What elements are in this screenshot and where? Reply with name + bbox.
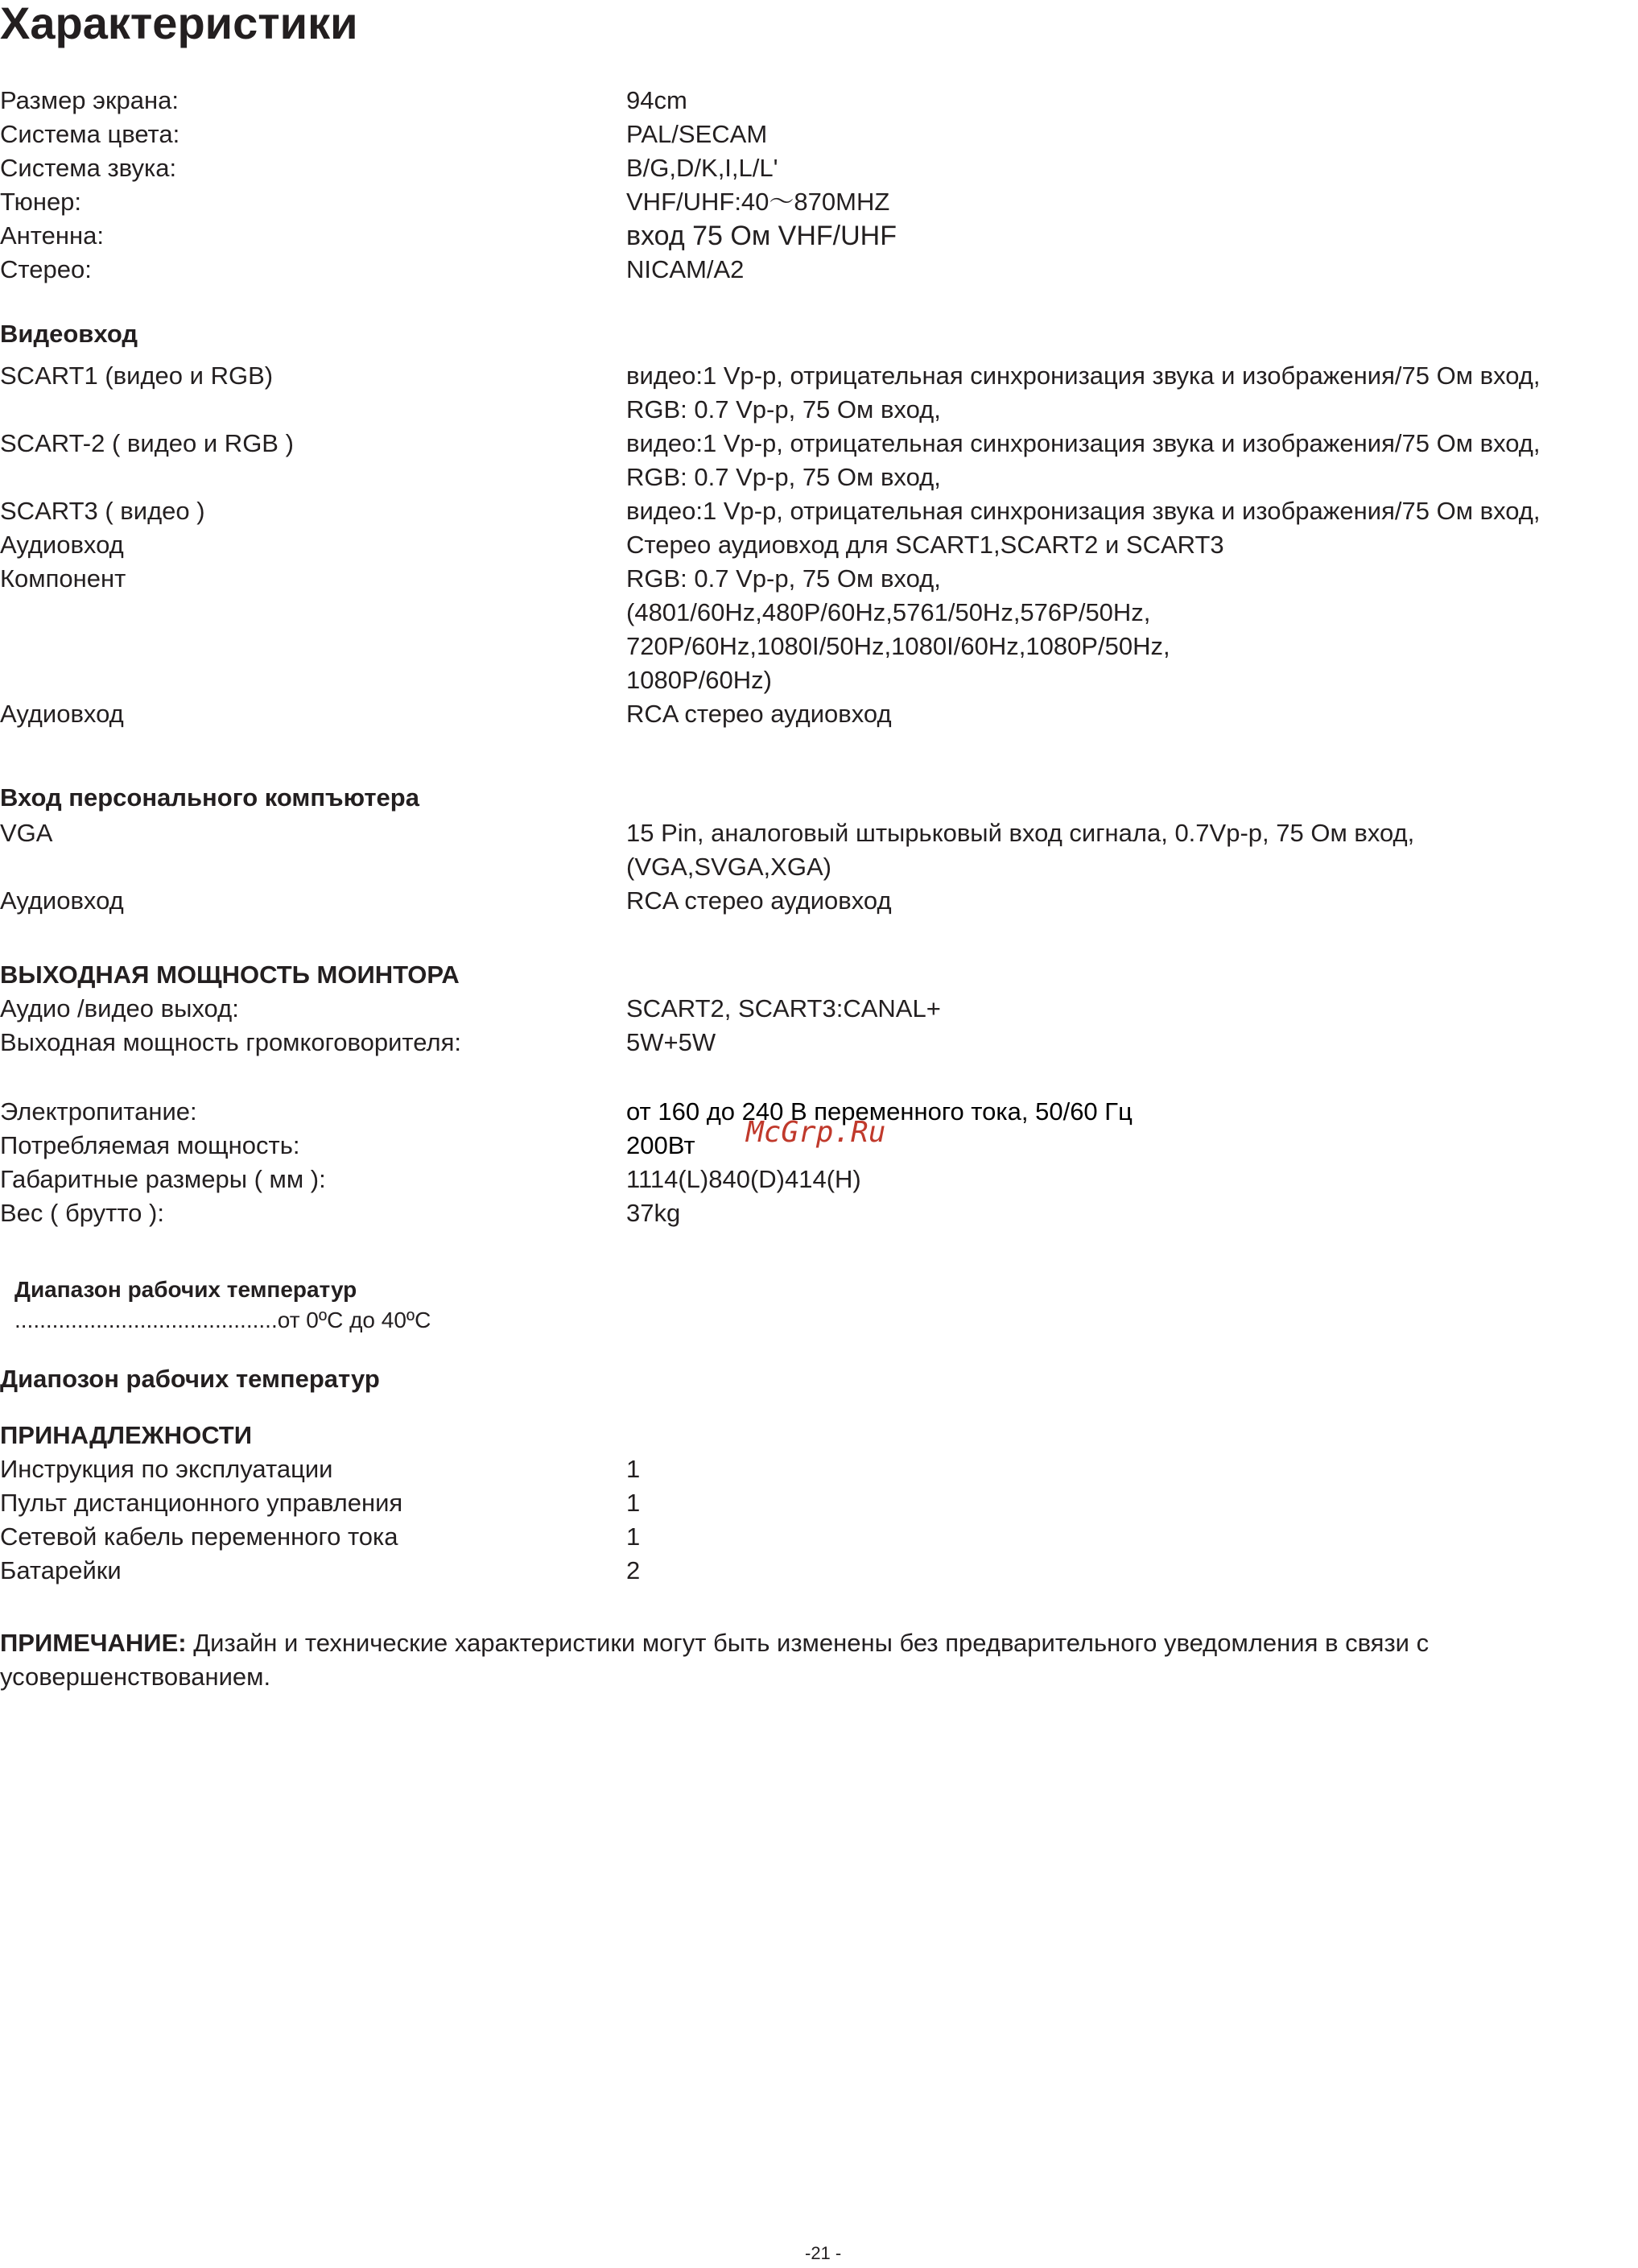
spec-label-power-supply: Электропитание: (0, 1097, 197, 1126)
spec-label-speaker-power: Выходная мощность громкоговорителя: (0, 1028, 461, 1056)
accessory-label-remote: Пульт дистанционного управления (0, 1489, 403, 1517)
accessory-qty-manual: 1 (626, 1455, 641, 1483)
spec-label-color-system: Система цвета: (0, 120, 180, 148)
section-heading-accessories: ПРИНАДЛЕЖНОСТИ (0, 1421, 253, 1449)
spec-value-speaker-power: 5W+5W (626, 1028, 716, 1056)
section-heading-output: ВЫХОДНАЯ МОЩНОСТЬ МОИНТОРА (0, 960, 460, 989)
spec-value-av-output: SCART2, SCART3:CANAL+ (626, 994, 941, 1022)
spec-label-scart3: SCART3 ( видео ) (0, 497, 205, 525)
spec-value-vga-line1: 15 Pin, аналоговый штырьковый вход сигнала, 0.7Vp-p, 75 Ом вход, (626, 819, 1415, 847)
section-heading-video-input: Видеовход (0, 320, 138, 348)
spec-value-scart2-line1: видео:1 Vp-p, отрицательная синхронизация звука и изображения/75 Ом вход, (626, 429, 1541, 457)
spec-value-audio-input-rca: RCA стерео аудиовход (626, 700, 892, 728)
spec-value-power-supply: от 160 до 240 В переменного тока, 50/60 Гц (626, 1097, 1133, 1126)
spec-value-tuner: VHF/UHF:40～870MHZ (626, 188, 890, 216)
accessory-qty-power-cable: 1 (626, 1522, 641, 1551)
spec-value-color-system: PAL/SECAM (626, 120, 768, 148)
spec-value-dimensions: 1114(L)840(D)414(H) (626, 1165, 861, 1193)
spec-value-component-line2: (4801/60Hz,480P/60Hz,5761/50Hz,576P/50Hz, (626, 598, 1151, 626)
spec-value-scart2-line2: RGB: 0.7 Vp-p, 75 Ом вход, (626, 463, 941, 491)
spec-label-tuner: Тюнер: (0, 188, 82, 216)
page-title: Характеристики (0, 0, 358, 48)
spec-label-screen-size: Размер экрана: (0, 86, 179, 114)
spec-label-pc-audio: Аудиовход (0, 886, 124, 915)
spec-label-vga: VGA (0, 819, 53, 847)
spec-label-audio-input-rca: Аудиовход (0, 700, 124, 728)
page-number: -21 - (805, 2243, 842, 2263)
spec-value-audio-input: Стерео аудиовход для SCART1,SCART2 и SCART3 (626, 531, 1224, 559)
spec-value-scart1-line2: RGB: 0.7 Vp-p, 75 Ом вход, (626, 395, 941, 423)
spec-value-sound-system: B/G,D/K,I,L/L' (626, 154, 778, 182)
spec-value-component-line3: 720P/60Hz,1080I/50Hz,1080I/60Hz,1080P/50Hz, (626, 632, 1170, 660)
section-heading-pc-input: Вход персонального компъютера (0, 783, 419, 812)
accessory-label-power-cable: Сетевой кабель переменного тока (0, 1522, 398, 1551)
accessory-label-batteries: Батарейки (0, 1556, 122, 1584)
spec-value-vga-line2: (VGA,SVGA,XGA) (626, 853, 831, 881)
spec-value-stereo: NICAM/A2 (626, 255, 745, 283)
spec-value-power-consumption: 200Вт (626, 1131, 695, 1159)
accessory-label-manual: Инструкция по эксплуатации (0, 1455, 333, 1483)
spec-label-av-output: Аудио /видео выход: (0, 994, 239, 1022)
note-text: Дизайн и технические характеристики могут быть изменены без предварительного уведомления в связи с усовершенствованием. (0, 1629, 1430, 1691)
spec-label-weight: Вес ( брутто ): (0, 1199, 164, 1227)
spec-label-dimensions: Габаритные размеры ( мм ): (0, 1165, 326, 1193)
spec-value-pc-audio: RCA стерео аудиовход (626, 886, 892, 915)
spec-label-stereo: Стерео: (0, 255, 92, 283)
spec-label-scart2: SCART-2 ( видео и RGB ) (0, 429, 294, 457)
watermark: McGrp.Ru (746, 1116, 886, 1149)
spec-label-sound-system: Система звука: (0, 154, 177, 182)
note-label: ПРИМЕЧАНИЕ: (0, 1629, 187, 1657)
spec-value-antenna: вход 75 Ом VHF/UHF (626, 221, 897, 251)
spec-value-scart1-line1: видео:1 Vp-p, отрицательная синхронизация звука и изображения/75 Ом вход, (626, 361, 1541, 390)
temperature-heading-2: Диапозон рабочих температур (0, 1365, 380, 1393)
note (0, 1626, 1610, 1694)
spec-value-screen-size: 94cm (626, 86, 687, 114)
spec-value-weight: 37kg (626, 1199, 681, 1227)
accessory-qty-remote: 1 (626, 1489, 641, 1517)
spec-value-component-line4: 1080P/60Hz) (626, 666, 772, 694)
spec-value-scart3: видео:1 Vp-p, отрицательная синхронизация звука и изображения/75 Ом вход, (626, 497, 1541, 525)
temperature-range: ..........................................от 0ºC до 40ºC (14, 1308, 431, 1332)
spec-label-component: Компонент (0, 564, 126, 593)
temperature-heading: Диапазон рабочих температур (14, 1277, 357, 1302)
spec-label-power-consumption: Потребляемая мощность: (0, 1131, 300, 1159)
spec-value-component-line1: RGB: 0.7 Vp-p, 75 Ом вход, (626, 564, 941, 593)
spec-label-antenna: Антенна: (0, 221, 104, 250)
spec-label-audio-input: Аудиовход (0, 531, 124, 559)
accessory-qty-batteries: 2 (626, 1556, 641, 1584)
spec-label-scart1: SCART1 (видео и RGB) (0, 361, 274, 390)
